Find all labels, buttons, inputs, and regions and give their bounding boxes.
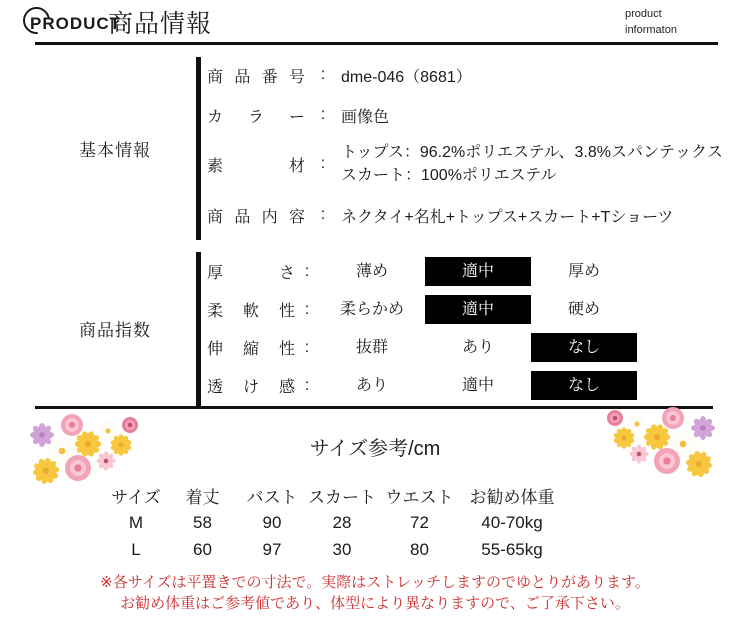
cell-length: 58 — [193, 512, 212, 532]
col-header-skirt: スカート — [308, 488, 376, 507]
colon: : — [304, 262, 310, 280]
index-row-softness — [207, 295, 637, 324]
section-label-basic-info: 基本情報 — [79, 141, 151, 160]
col-header-waist: ウエスト — [385, 488, 454, 507]
col-header-size: サイズ — [111, 488, 161, 507]
col-header-bust: バスト — [246, 488, 298, 507]
section-label-product-index: 商品指数 — [79, 321, 151, 340]
cell-waist: 72 — [410, 512, 429, 532]
cell-skirt: 28 — [332, 512, 352, 532]
cell-waist: 80 — [410, 539, 429, 559]
cell-size: M — [128, 512, 144, 532]
colon: : — [304, 338, 310, 356]
row-label: 商品内容 — [207, 208, 305, 226]
header-divider — [35, 42, 718, 45]
material-line1: トップス：96.2%ポリエステル、3.8%スパンテックス — [341, 144, 723, 161]
option-cell: 薄め — [355, 263, 388, 280]
option-cell: 適中 — [461, 377, 494, 394]
index-section-divider — [35, 406, 713, 409]
tagline-line1: product — [625, 8, 662, 20]
logo-text: PRODUCT — [30, 14, 122, 33]
col-header-weight: お勧め体重 — [469, 488, 555, 507]
cell-weight: 55-65kg — [481, 539, 543, 559]
option-cell-selected: 適中 — [425, 295, 531, 324]
row-label: 伸縮性 — [207, 341, 295, 358]
table-row-size-l — [104, 536, 562, 563]
row-value: dme-046（8681） — [341, 68, 472, 86]
table-row-size-m — [104, 509, 562, 536]
tagline-line2: informaton — [625, 24, 677, 36]
option-cell: 抜群 — [355, 339, 388, 356]
cell-weight: 40-70kg — [481, 512, 543, 532]
header-tagline — [625, 6, 677, 38]
row-label: 透け感 — [207, 379, 295, 396]
row-label: 素材 — [207, 157, 305, 175]
size-note-line1: ※各サイズは平置きでの寸法で。実際はストレッチしますのでゆとりがあります。 — [100, 574, 650, 591]
size-note-line2: お勧め体重はご参考値であり、体型により異なりますので、ご了承下さい。 — [120, 595, 630, 612]
cell-bust: 97 — [262, 539, 282, 559]
row-label: 商品番号 — [207, 68, 305, 86]
page-title: 商品情報 — [108, 10, 213, 38]
colon: : — [320, 66, 326, 83]
size-reference-title: サイズ参考/cm — [309, 438, 441, 460]
cell-skirt: 30 — [332, 539, 352, 559]
cell-bust: 90 — [262, 512, 282, 532]
colon: : — [304, 300, 310, 318]
colon: : — [304, 376, 310, 394]
material-line2: スカート：100%ポリエステル — [341, 167, 557, 184]
option-cell: あり — [461, 339, 494, 356]
row-value: ネクタイ+名札+トップス+スカート+Tショーツ — [341, 208, 674, 226]
size-table — [104, 482, 562, 563]
basic-info-vertical-bar — [196, 57, 201, 240]
product-index-vertical-bar — [196, 252, 201, 406]
option-cell: 柔らかめ — [339, 301, 404, 318]
option-cell: あり — [355, 377, 388, 394]
cell-length: 60 — [193, 539, 212, 559]
option-cell: 硬め — [567, 301, 600, 318]
size-table-header-row — [104, 482, 562, 509]
colon: : — [320, 106, 326, 123]
row-value: 画像色 — [341, 108, 390, 126]
row-value — [341, 141, 723, 187]
basic-info-row-item-number — [207, 62, 472, 88]
colon: : — [320, 206, 326, 223]
basic-info-row-color — [207, 102, 389, 128]
row-label: カラー — [207, 108, 305, 126]
option-cell-selected: 適中 — [425, 257, 531, 286]
cell-size: L — [131, 539, 141, 559]
option-cell-selected: なし — [531, 371, 637, 400]
colon: : — [320, 155, 326, 172]
option-cell: 厚め — [567, 263, 600, 280]
row-label: 柔軟性 — [207, 303, 295, 320]
col-header-length: 着丈 — [185, 488, 220, 507]
row-label: 厚さ — [207, 265, 295, 282]
index-row-stretch — [207, 333, 637, 362]
basic-info-row-contents — [207, 202, 673, 228]
option-cell-selected: なし — [531, 333, 637, 362]
basic-info-row-material — [207, 138, 723, 190]
index-row-thickness — [207, 257, 637, 286]
index-row-sheerness — [207, 371, 637, 400]
